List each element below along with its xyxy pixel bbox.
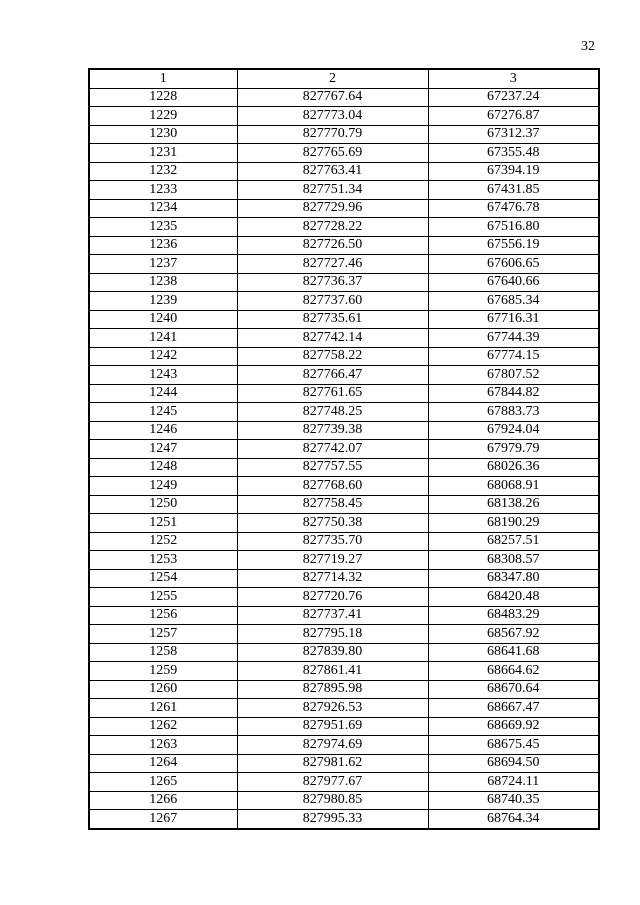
x-coordinate-cell: 827980.85: [237, 791, 428, 810]
y-coordinate-cell: 67394.19: [428, 162, 599, 181]
y-coordinate-cell: 68694.50: [428, 754, 599, 773]
table-row: [89, 88, 599, 107]
y-coordinate-cell: 67883.73: [428, 403, 599, 422]
x-coordinate-cell: 827768.60: [237, 477, 428, 496]
point-number-cell: 1235: [89, 218, 237, 237]
point-number-cell: 1244: [89, 384, 237, 403]
table-row: [89, 125, 599, 144]
point-number-cell: 1247: [89, 440, 237, 459]
point-number-cell: 1241: [89, 329, 237, 348]
point-number-cell: 1252: [89, 532, 237, 551]
y-coordinate-cell: 67606.65: [428, 255, 599, 274]
x-coordinate-cell: 827726.50: [237, 236, 428, 255]
x-coordinate-cell: 827926.53: [237, 699, 428, 718]
table-row: [89, 384, 599, 403]
table-row: [89, 477, 599, 496]
x-coordinate-cell: 827737.41: [237, 606, 428, 625]
y-coordinate-cell: 67431.85: [428, 181, 599, 200]
x-coordinate-cell: 827757.55: [237, 458, 428, 477]
table-row: [89, 699, 599, 718]
point-number-cell: 1251: [89, 514, 237, 533]
point-number-cell: 1230: [89, 125, 237, 144]
y-coordinate-cell: 68420.48: [428, 588, 599, 607]
x-coordinate-cell: 827839.80: [237, 643, 428, 662]
table-row: [89, 347, 599, 366]
y-coordinate-cell: 67716.31: [428, 310, 599, 329]
x-coordinate-cell: 827735.61: [237, 310, 428, 329]
point-number-cell: 1260: [89, 680, 237, 699]
table-row: [89, 588, 599, 607]
y-coordinate-cell: 68740.35: [428, 791, 599, 810]
point-number-cell: 1263: [89, 736, 237, 755]
point-number-cell: 1267: [89, 810, 237, 829]
x-coordinate-cell: 827736.37: [237, 273, 428, 292]
x-coordinate-cell: 827981.62: [237, 754, 428, 773]
table-row: [89, 329, 599, 348]
table-row: [89, 569, 599, 588]
table-row: [89, 514, 599, 533]
table-row: [89, 162, 599, 181]
point-number-cell: 1245: [89, 403, 237, 422]
point-number-cell: 1243: [89, 366, 237, 385]
point-number-cell: 1254: [89, 569, 237, 588]
y-coordinate-cell: 68190.29: [428, 514, 599, 533]
table-row: [89, 366, 599, 385]
x-coordinate-cell: 827714.32: [237, 569, 428, 588]
point-number-cell: 1238: [89, 273, 237, 292]
y-coordinate-cell: 67807.52: [428, 366, 599, 385]
table-row: [89, 107, 599, 126]
y-coordinate-cell: 67979.79: [428, 440, 599, 459]
x-coordinate-cell: 827750.38: [237, 514, 428, 533]
point-number-cell: 1256: [89, 606, 237, 625]
table-row: [89, 199, 599, 218]
table-row: [89, 662, 599, 681]
point-number-cell: 1266: [89, 791, 237, 810]
x-coordinate-cell: 827758.45: [237, 495, 428, 514]
y-coordinate-cell: 67774.15: [428, 347, 599, 366]
x-coordinate-cell: 827737.60: [237, 292, 428, 311]
table-row: [89, 717, 599, 736]
table-row: [89, 310, 599, 329]
x-coordinate-cell: 827729.96: [237, 199, 428, 218]
y-coordinate-cell: 67276.87: [428, 107, 599, 126]
point-number-cell: 1253: [89, 551, 237, 570]
table-row: [89, 810, 599, 829]
y-coordinate-cell: 68675.45: [428, 736, 599, 755]
table-row: [89, 495, 599, 514]
header-cell-col3: 3: [428, 69, 599, 88]
point-number-cell: 1265: [89, 773, 237, 792]
x-coordinate-cell: 827761.65: [237, 384, 428, 403]
y-coordinate-cell: 68567.92: [428, 625, 599, 644]
y-coordinate-cell: 68667.47: [428, 699, 599, 718]
table-row: [89, 273, 599, 292]
x-coordinate-cell: 827977.67: [237, 773, 428, 792]
x-coordinate-cell: 827765.69: [237, 144, 428, 163]
point-number-cell: 1236: [89, 236, 237, 255]
x-coordinate-cell: 827728.22: [237, 218, 428, 237]
point-number-cell: 1232: [89, 162, 237, 181]
point-number-cell: 1257: [89, 625, 237, 644]
y-coordinate-cell: 67355.48: [428, 144, 599, 163]
table-row: [89, 773, 599, 792]
y-coordinate-cell: 68347.80: [428, 569, 599, 588]
x-coordinate-cell: 827742.14: [237, 329, 428, 348]
table-row: [89, 532, 599, 551]
x-coordinate-cell: 827795.18: [237, 625, 428, 644]
x-coordinate-cell: 827773.04: [237, 107, 428, 126]
table-row: [89, 218, 599, 237]
y-coordinate-cell: 68724.11: [428, 773, 599, 792]
point-number-cell: 1240: [89, 310, 237, 329]
table-row: [89, 643, 599, 662]
y-coordinate-cell: 68483.29: [428, 606, 599, 625]
table-row: [89, 458, 599, 477]
x-coordinate-cell: 827742.07: [237, 440, 428, 459]
point-number-cell: 1233: [89, 181, 237, 200]
point-number-cell: 1229: [89, 107, 237, 126]
header-cell-col2: 2: [237, 69, 428, 88]
point-number-cell: 1261: [89, 699, 237, 718]
y-coordinate-cell: 67924.04: [428, 421, 599, 440]
table-row: [89, 292, 599, 311]
x-coordinate-cell: 827751.34: [237, 181, 428, 200]
table-row: [89, 236, 599, 255]
table-row: [89, 680, 599, 699]
y-coordinate-cell: 68641.68: [428, 643, 599, 662]
table-row: [89, 736, 599, 755]
y-coordinate-cell: 67516.80: [428, 218, 599, 237]
y-coordinate-cell: 67237.24: [428, 88, 599, 107]
x-coordinate-cell: 827767.64: [237, 88, 428, 107]
y-coordinate-cell: 67685.34: [428, 292, 599, 311]
table-row: [89, 625, 599, 644]
y-coordinate-cell: 68764.34: [428, 810, 599, 829]
y-coordinate-cell: 68026.36: [428, 458, 599, 477]
y-coordinate-cell: 67744.39: [428, 329, 599, 348]
point-number-cell: 1262: [89, 717, 237, 736]
x-coordinate-cell: 827974.69: [237, 736, 428, 755]
x-coordinate-cell: 827861.41: [237, 662, 428, 681]
point-number-cell: 1239: [89, 292, 237, 311]
table-row: [89, 754, 599, 773]
y-coordinate-cell: 68068.91: [428, 477, 599, 496]
x-coordinate-cell: 827995.33: [237, 810, 428, 829]
table-row: [89, 181, 599, 200]
y-coordinate-cell: 68138.26: [428, 495, 599, 514]
page-number: 32: [581, 39, 595, 54]
y-coordinate-cell: 67844.82: [428, 384, 599, 403]
x-coordinate-cell: 827720.76: [237, 588, 428, 607]
x-coordinate-cell: 827770.79: [237, 125, 428, 144]
table-body: [89, 69, 599, 829]
point-number-cell: 1231: [89, 144, 237, 163]
x-coordinate-cell: 827951.69: [237, 717, 428, 736]
y-coordinate-cell: 67640.66: [428, 273, 599, 292]
point-number-cell: 1255: [89, 588, 237, 607]
table-row: [89, 421, 599, 440]
y-coordinate-cell: 68664.62: [428, 662, 599, 681]
y-coordinate-cell: 67312.37: [428, 125, 599, 144]
point-number-cell: 1250: [89, 495, 237, 514]
x-coordinate-cell: 827739.38: [237, 421, 428, 440]
x-coordinate-cell: 827748.25: [237, 403, 428, 422]
x-coordinate-cell: 827735.70: [237, 532, 428, 551]
table-header-row: [89, 69, 599, 88]
point-number-cell: 1259: [89, 662, 237, 681]
point-number-cell: 1258: [89, 643, 237, 662]
table-row: [89, 403, 599, 422]
y-coordinate-cell: 68308.57: [428, 551, 599, 570]
point-number-cell: 1264: [89, 754, 237, 773]
x-coordinate-cell: 827719.27: [237, 551, 428, 570]
table-row: [89, 144, 599, 163]
point-number-cell: 1246: [89, 421, 237, 440]
table-row: [89, 255, 599, 274]
table-row: [89, 791, 599, 810]
x-coordinate-cell: 827727.46: [237, 255, 428, 274]
coordinates-table: [88, 68, 600, 830]
point-number-cell: 1237: [89, 255, 237, 274]
point-number-cell: 1234: [89, 199, 237, 218]
header-cell-col1: 1: [89, 69, 237, 88]
point-number-cell: 1228: [89, 88, 237, 107]
y-coordinate-cell: 68257.51: [428, 532, 599, 551]
x-coordinate-cell: 827766.47: [237, 366, 428, 385]
y-coordinate-cell: 67556.19: [428, 236, 599, 255]
y-coordinate-cell: 68669.92: [428, 717, 599, 736]
point-number-cell: 1248: [89, 458, 237, 477]
table-row: [89, 440, 599, 459]
point-number-cell: 1249: [89, 477, 237, 496]
y-coordinate-cell: 68670.64: [428, 680, 599, 699]
x-coordinate-cell: 827895.98: [237, 680, 428, 699]
x-coordinate-cell: 827758.22: [237, 347, 428, 366]
y-coordinate-cell: 67476.78: [428, 199, 599, 218]
point-number-cell: 1242: [89, 347, 237, 366]
table-row: [89, 606, 599, 625]
x-coordinate-cell: 827763.41: [237, 162, 428, 181]
table-row: [89, 551, 599, 570]
